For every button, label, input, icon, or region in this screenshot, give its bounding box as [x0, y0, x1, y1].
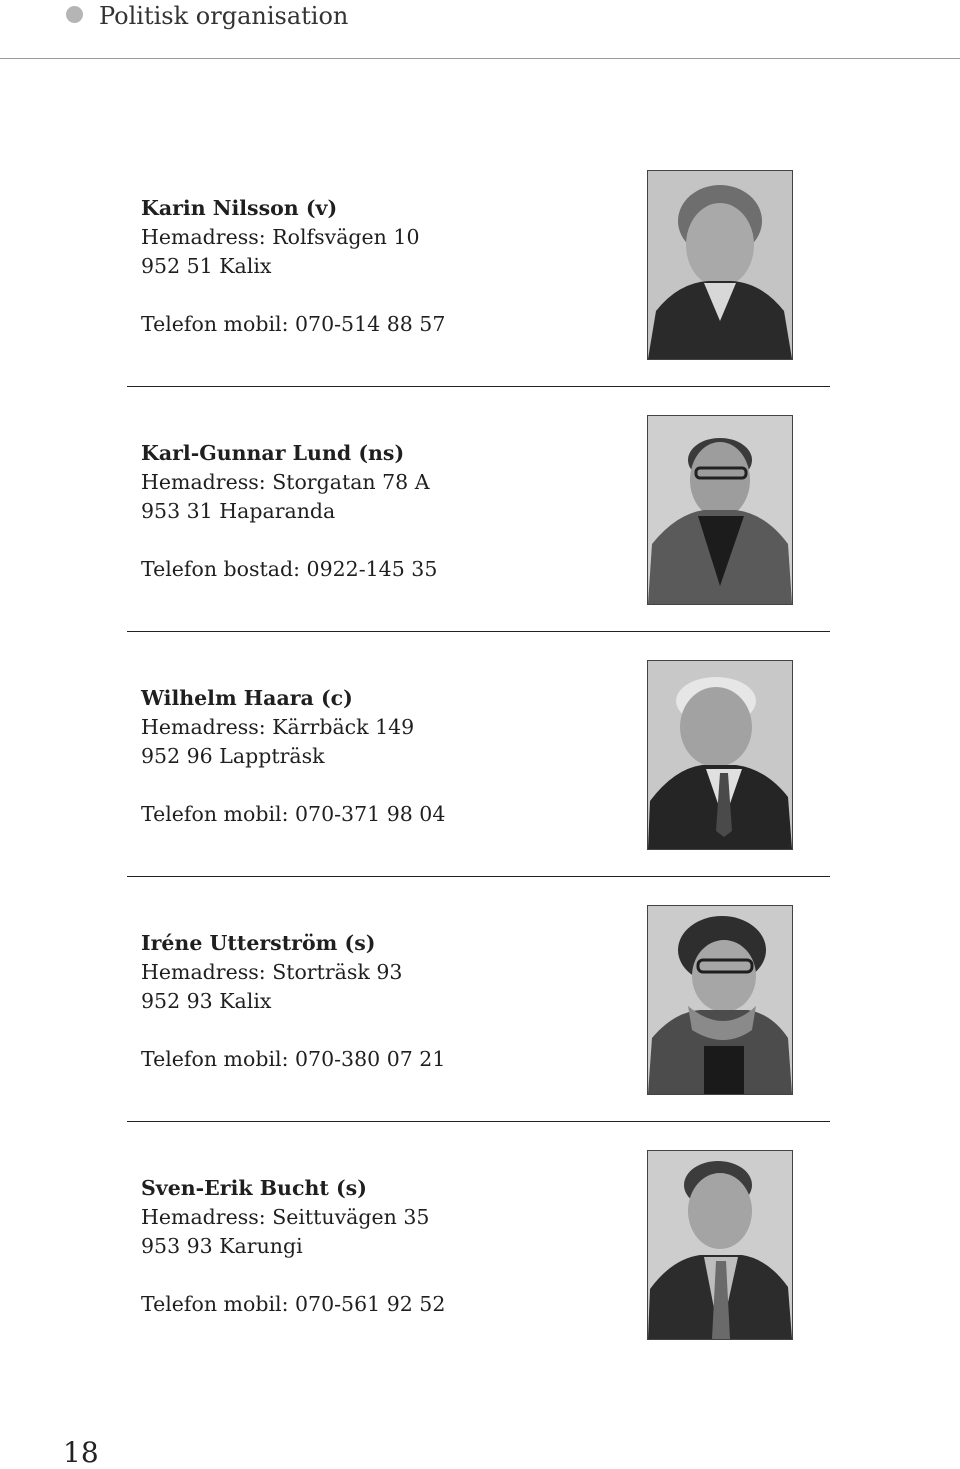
member-entry: [0, 1150, 960, 1350]
section-title: Politisk organisation: [99, 2, 349, 30]
member-phone: Telefon mobil: 070-380 07 21: [141, 1047, 446, 1071]
member-phone: Telefon mobil: 070-371 98 04: [141, 802, 446, 826]
member-address: Hemadress: Seittuvägen 35: [141, 1205, 430, 1229]
portrait-image: [648, 661, 792, 849]
member-entry: [0, 660, 960, 860]
member-entry: [0, 415, 960, 615]
member-address: Hemadress: Kärrbäck 149: [141, 715, 415, 739]
member-name: Karl-Gunnar Lund (ns): [141, 441, 405, 465]
member-postal: 952 93 Kalix: [141, 989, 272, 1013]
entry-divider: [127, 876, 830, 877]
member-info: [141, 929, 445, 1074]
portrait-image: [648, 416, 792, 604]
member-photo: [647, 170, 793, 360]
member-address: Hemadress: Rolfsvägen 10: [141, 225, 420, 249]
member-name: Iréne Utterström (s): [141, 931, 376, 955]
member-photo: [647, 1150, 793, 1340]
member-address: Hemadress: Storgatan 78 A: [141, 470, 430, 494]
page-number: 18: [63, 1436, 99, 1469]
member-phone: Telefon bostad: 0922-145 35: [141, 557, 438, 581]
page-header: [0, 0, 960, 59]
circle-bullet-icon: [66, 6, 83, 23]
entry-divider: [127, 386, 830, 387]
member-postal: 952 96 Lappträsk: [141, 744, 325, 768]
member-phone: Telefon mobil: 070-561 92 52: [141, 1292, 446, 1316]
member-info: [141, 1174, 445, 1319]
member-info: [141, 194, 445, 339]
member-entry: [0, 905, 960, 1105]
member-photo: [647, 415, 793, 605]
member-photo: [647, 905, 793, 1095]
member-postal: 953 93 Karungi: [141, 1234, 303, 1258]
member-name: Sven-Erik Bucht (s): [141, 1176, 367, 1200]
member-name: Wilhelm Haara (c): [141, 686, 353, 710]
member-phone: Telefon mobil: 070-514 88 57: [141, 312, 446, 336]
entry-divider: [127, 631, 830, 632]
entry-divider: [127, 1121, 830, 1122]
portrait-image: [648, 906, 792, 1094]
member-postal: 953 31 Haparanda: [141, 499, 336, 523]
member-entry: [0, 170, 960, 370]
member-info: [141, 684, 445, 829]
portrait-image: [648, 1151, 792, 1339]
member-address: Hemadress: Storträsk 93: [141, 960, 403, 984]
member-info: [141, 439, 437, 584]
member-photo: [647, 660, 793, 850]
member-name: Karin Nilsson (v): [141, 196, 338, 220]
portrait-image: [648, 171, 792, 359]
member-postal: 952 51 Kalix: [141, 254, 272, 278]
